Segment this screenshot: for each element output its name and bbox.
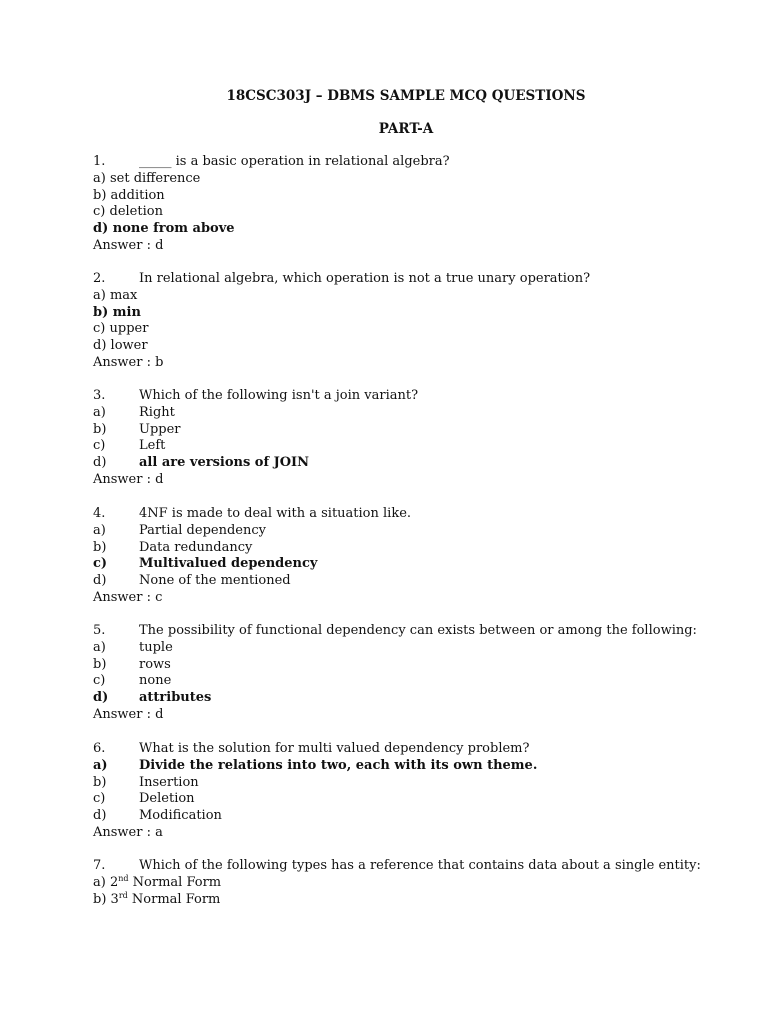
option-text: lower	[110, 338, 148, 354]
option-a	[93, 288, 763, 305]
option-label: d)	[93, 690, 109, 706]
option-text: Normal Form	[127, 891, 221, 907]
question-4	[93, 506, 763, 607]
question-3	[93, 388, 763, 489]
option-c	[93, 204, 763, 221]
option-a	[93, 875, 763, 892]
option-text: Multivalued dependency	[139, 556, 318, 572]
option-text: set difference	[109, 170, 201, 186]
option-text: max	[109, 287, 138, 303]
option-text: attributes	[139, 690, 212, 706]
option-d	[93, 808, 763, 825]
option-label: b)	[93, 891, 107, 907]
option-label: b)	[93, 187, 107, 203]
question-6	[93, 741, 763, 842]
question-text: What is the solution for multi valued dependency problem?	[139, 741, 530, 756]
question-text: 4NF is made to deal with a situation like.	[139, 506, 412, 521]
option-text: Divide the relations into two, each with its own theme.	[139, 757, 538, 773]
option-label: d)	[93, 455, 107, 471]
answer-line: Answer : d	[93, 706, 164, 722]
ordinal-suffix: rd	[118, 890, 128, 900]
option-label: a)	[93, 757, 108, 773]
question-stem	[93, 506, 763, 523]
option-label: b)	[93, 304, 109, 320]
answer-line: Answer : c	[93, 589, 163, 605]
option-ordinal: 2	[109, 874, 119, 890]
option-text: Partial dependency	[139, 522, 266, 538]
option-label: c)	[93, 673, 106, 689]
option-text: tuple	[139, 639, 173, 655]
option-b	[93, 657, 763, 674]
option-label: c)	[93, 204, 106, 220]
ordinal-suffix: nd	[118, 873, 129, 883]
option-label: d)	[93, 221, 109, 237]
option-label: b)	[93, 774, 107, 790]
option-text: Right	[139, 404, 175, 420]
option-c	[93, 673, 763, 690]
option-b	[93, 892, 763, 909]
option-label: c)	[93, 321, 106, 337]
question-stem	[93, 623, 763, 640]
question-stem	[93, 271, 763, 288]
question-stem	[93, 388, 763, 405]
question-stem	[93, 154, 763, 171]
option-b	[93, 775, 763, 792]
option-text: None of the mentioned	[139, 573, 291, 589]
answer-line: Answer : a	[93, 824, 163, 840]
option-text: Data redundancy	[139, 539, 253, 555]
option-text: Normal Form	[128, 874, 222, 890]
option-c	[93, 438, 763, 455]
question-2	[93, 271, 763, 372]
option-label: c)	[93, 438, 106, 454]
option-text: Left	[139, 438, 166, 454]
option-text: min	[112, 304, 141, 320]
option-text: deletion	[109, 204, 163, 220]
option-text: Upper	[139, 421, 181, 437]
option-text: upper	[109, 321, 149, 337]
question-text: _____ is a basic operation in relational algebra?	[139, 154, 450, 169]
option-label: a)	[93, 404, 106, 420]
option-label: b)	[93, 421, 107, 437]
option-label: d)	[93, 808, 107, 824]
option-label: d)	[93, 573, 107, 589]
option-label: a)	[93, 522, 106, 538]
option-c	[93, 791, 763, 808]
option-a-correct	[93, 758, 763, 775]
option-a	[93, 171, 763, 188]
option-d	[93, 573, 763, 590]
option-a	[93, 523, 763, 540]
option-c	[93, 321, 763, 338]
question-number: 1.	[93, 154, 106, 169]
option-label: d)	[93, 338, 107, 354]
option-label: a)	[93, 639, 106, 655]
option-text: Deletion	[139, 791, 195, 807]
option-text: none	[139, 673, 172, 689]
option-d-correct	[93, 455, 763, 472]
option-text: rows	[139, 656, 171, 672]
option-b	[93, 188, 763, 205]
option-ordinal: 3	[110, 891, 119, 907]
question-text: The possibility of functional dependency can exists between or among the following:	[139, 623, 697, 638]
document-title: 18CSC303J – DBMS SAMPLE MCQ QUESTIONS	[226, 88, 586, 104]
option-d	[93, 338, 763, 355]
option-text: none from above	[112, 221, 235, 237]
option-b	[93, 422, 763, 439]
option-label: a)	[93, 874, 106, 890]
option-b-correct	[93, 305, 763, 322]
option-label: a)	[93, 287, 106, 303]
question-text: Which of the following isn't a join variant?	[139, 388, 419, 403]
option-d-correct	[93, 221, 763, 238]
question-7	[93, 858, 763, 908]
option-text: addition	[110, 187, 165, 203]
option-b	[93, 540, 763, 557]
option-d-correct	[93, 690, 763, 707]
question-number: 7.	[93, 858, 106, 873]
question-text: Which of the following types has a reference that contains data about a single entity:	[139, 858, 701, 873]
option-c-correct	[93, 556, 763, 573]
question-5	[93, 623, 763, 724]
option-a	[93, 640, 763, 657]
option-label: a)	[93, 170, 106, 186]
option-text: Modification	[139, 808, 222, 824]
option-text: all are versions of JOIN	[139, 455, 310, 471]
answer-line: Answer : d	[93, 471, 164, 487]
question-stem	[93, 741, 763, 758]
option-label: b)	[93, 656, 107, 672]
question-1	[93, 154, 763, 255]
question-number: 5.	[93, 623, 106, 638]
question-text: In relational algebra, which operation is not a true unary operation?	[139, 271, 591, 286]
option-a	[93, 405, 763, 422]
question-stem	[93, 858, 763, 875]
question-number: 3.	[93, 388, 106, 403]
option-text: Insertion	[139, 774, 199, 790]
option-label: c)	[93, 791, 106, 807]
option-label: b)	[93, 539, 107, 555]
question-number: 6.	[93, 741, 106, 756]
answer-line: Answer : b	[93, 354, 164, 370]
answer-line: Answer : d	[93, 237, 164, 253]
question-number: 4.	[93, 506, 106, 521]
question-number: 2.	[93, 271, 106, 286]
part-heading: PART-A	[378, 121, 434, 137]
option-label: c)	[93, 556, 108, 572]
